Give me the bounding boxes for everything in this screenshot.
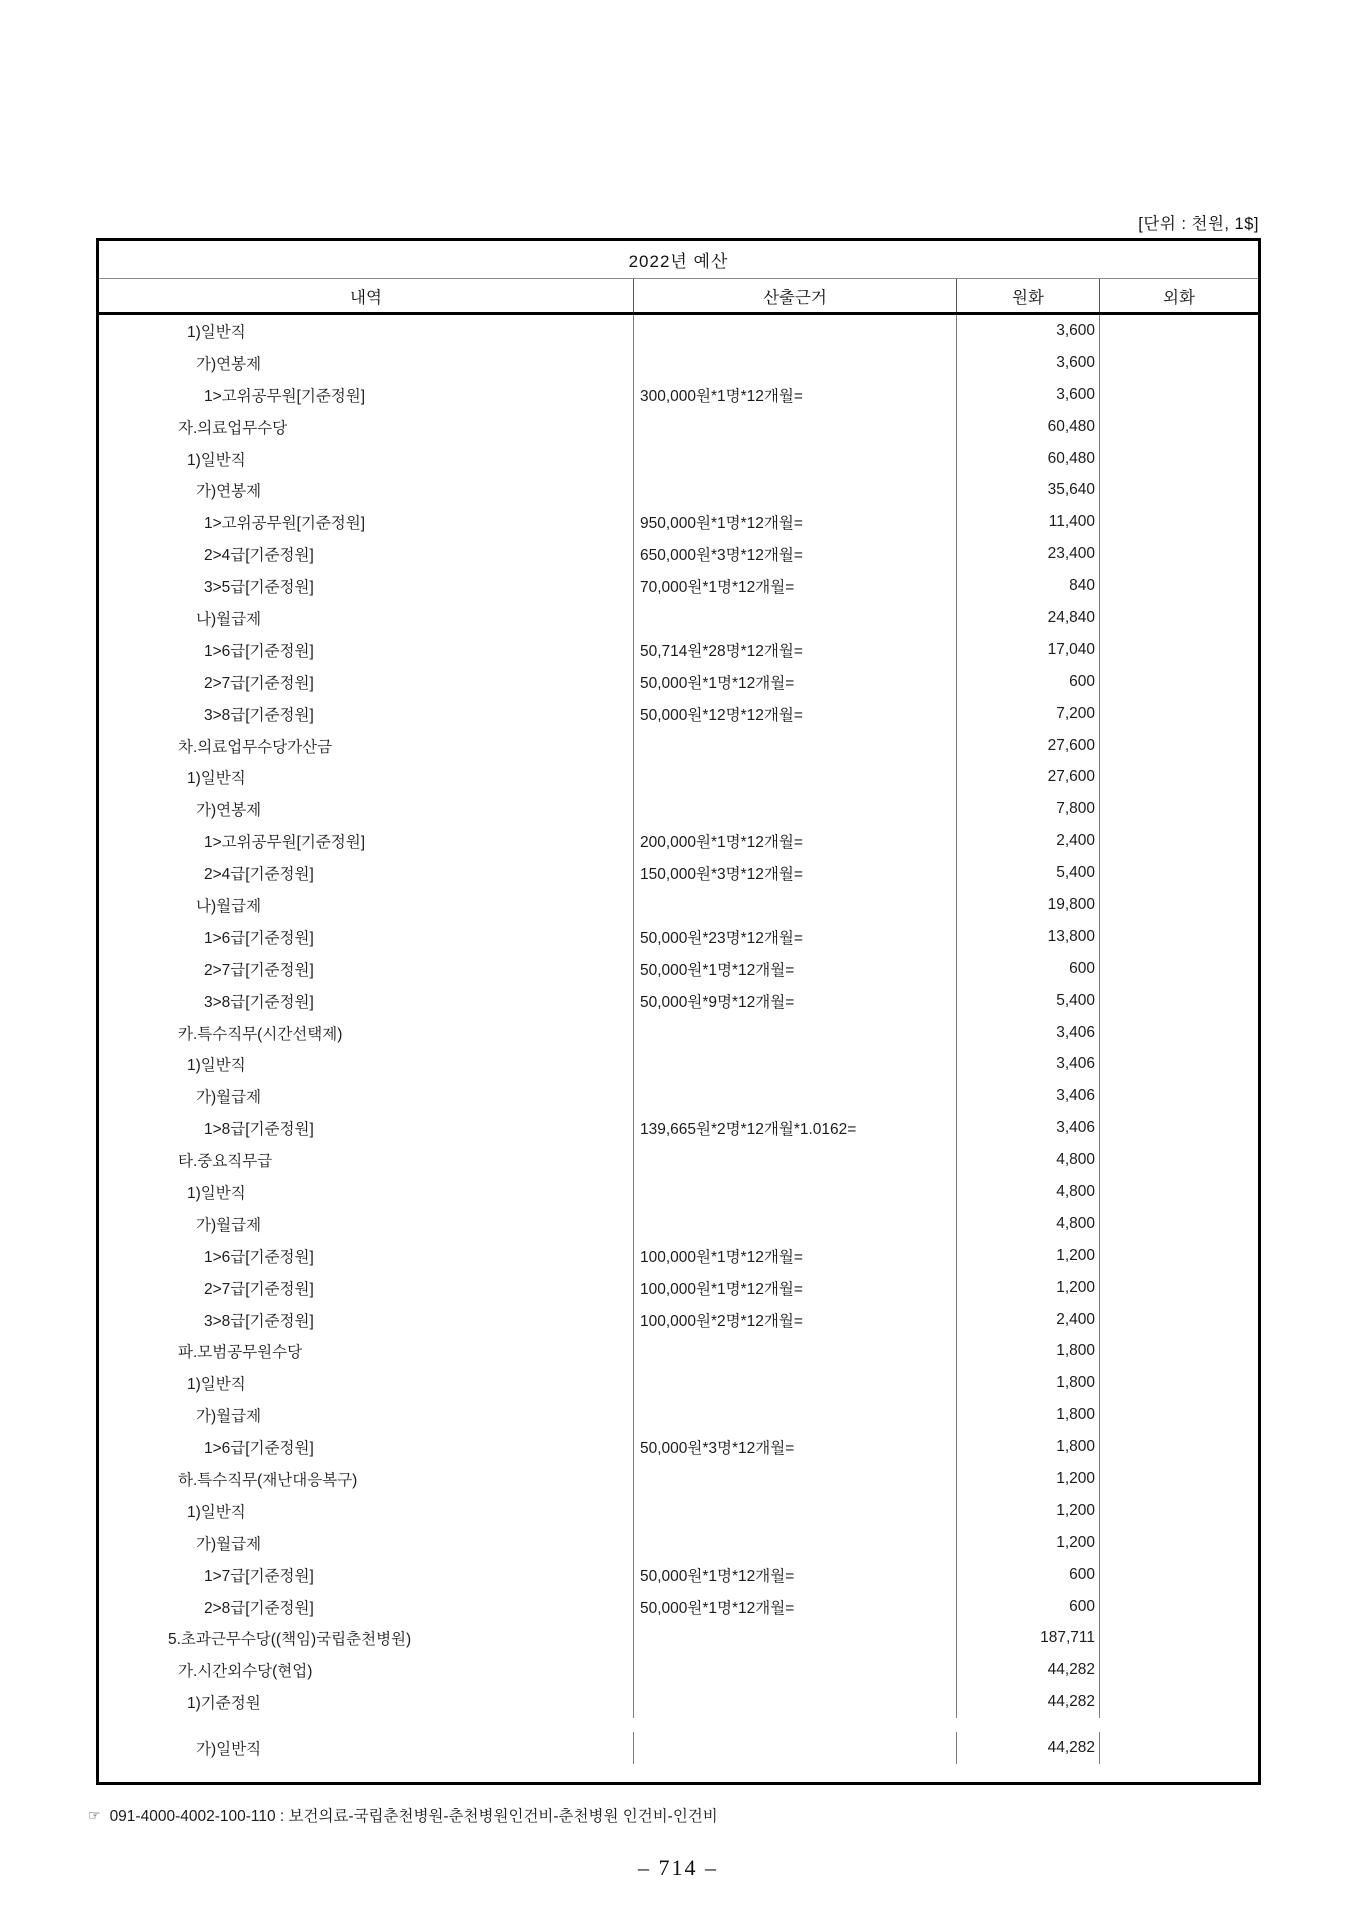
row-item-label: 나)월급제 <box>99 602 634 634</box>
row-foreign-amount <box>1100 411 1258 443</box>
row-foreign-amount <box>1100 1431 1258 1463</box>
row-foreign-amount <box>1100 634 1258 666</box>
row-foreign-amount <box>1100 1367 1258 1399</box>
row-calculation-basis: 50,714원*28명*12개월= <box>634 634 957 666</box>
table-row <box>99 1431 1258 1463</box>
row-krw-amount: 3,600 <box>957 379 1100 411</box>
table-row <box>99 1463 1258 1495</box>
row-calculation-basis <box>634 1463 957 1495</box>
row-calculation-basis: 50,000원*12명*12개월= <box>634 698 957 730</box>
row-krw-amount: 27,600 <box>957 761 1100 793</box>
row-foreign-amount <box>1100 1048 1258 1080</box>
row-calculation-basis <box>634 1623 957 1655</box>
row-foreign-amount <box>1100 666 1258 698</box>
row-foreign-amount <box>1100 1176 1258 1208</box>
row-foreign-amount <box>1100 1732 1258 1764</box>
row-item-label: 3>8급[기준정원] <box>99 985 634 1017</box>
row-calculation-basis: 100,000원*1명*12개월= <box>634 1240 957 1272</box>
row-calculation-basis <box>634 1527 957 1559</box>
row-item-label: 가)일반직 <box>99 1732 634 1764</box>
row-item-label: 2>4급[기준정원] <box>99 538 634 570</box>
row-foreign-amount <box>1100 1686 1258 1718</box>
table-row <box>99 1623 1258 1655</box>
row-foreign-amount <box>1100 1527 1258 1559</box>
table-row <box>99 921 1258 953</box>
row-item-label: 3>8급[기준정원] <box>99 698 634 730</box>
row-foreign-amount <box>1100 1144 1258 1176</box>
row-item-label: 가)연봉제 <box>99 474 634 506</box>
table-row <box>99 1367 1258 1399</box>
table-row <box>99 1208 1258 1240</box>
row-item-label: 카.특수직무(시간선택제) <box>99 1017 634 1049</box>
table-row <box>99 793 1258 825</box>
table-row <box>99 761 1258 793</box>
row-item-label: 가)월급제 <box>99 1208 634 1240</box>
table-row <box>99 474 1258 506</box>
row-calculation-basis: 650,000원*3명*12개월= <box>634 538 957 570</box>
table-row <box>99 825 1258 857</box>
row-foreign-amount <box>1100 698 1258 730</box>
row-krw-amount: 1,200 <box>957 1495 1100 1527</box>
row-foreign-amount <box>1100 570 1258 602</box>
row-foreign-amount <box>1100 1559 1258 1591</box>
pointing-hand-icon: ☞ <box>88 1806 101 1823</box>
row-item-label: 1>8급[기준정원] <box>99 1112 634 1144</box>
row-calculation-basis: 50,000원*1명*12개월= <box>634 953 957 985</box>
table-row <box>99 506 1258 538</box>
row-krw-amount: 11,400 <box>957 506 1100 538</box>
row-item-label: 2>7급[기준정원] <box>99 666 634 698</box>
table-row <box>99 411 1258 443</box>
table-body <box>99 315 1258 1782</box>
row-krw-amount: 35,640 <box>957 474 1100 506</box>
row-krw-amount: 1,200 <box>957 1240 1100 1272</box>
row-krw-amount: 3,406 <box>957 1080 1100 1112</box>
table-row <box>99 1176 1258 1208</box>
row-item-label: 타.중요직무급 <box>99 1144 634 1176</box>
row-krw-amount: 2,400 <box>957 1304 1100 1336</box>
row-foreign-amount <box>1100 1017 1258 1049</box>
row-calculation-basis <box>634 730 957 762</box>
row-calculation-basis: 50,000원*1명*12개월= <box>634 1559 957 1591</box>
row-item-label: 2>7급[기준정원] <box>99 1272 634 1304</box>
row-krw-amount: 1,200 <box>957 1463 1100 1495</box>
row-item-label: 1)일반직 <box>99 1367 634 1399</box>
row-foreign-amount <box>1100 953 1258 985</box>
table-row <box>99 953 1258 985</box>
row-krw-amount: 4,800 <box>957 1176 1100 1208</box>
row-calculation-basis <box>634 1048 957 1080</box>
row-krw-amount: 3,406 <box>957 1112 1100 1144</box>
table-header-row <box>99 279 1258 315</box>
row-krw-amount: 2,400 <box>957 825 1100 857</box>
table-row <box>99 347 1258 379</box>
row-calculation-basis <box>634 1654 957 1686</box>
row-item-label: 1>6급[기준정원] <box>99 921 634 953</box>
row-foreign-amount <box>1100 1336 1258 1368</box>
row-calculation-basis <box>634 315 957 347</box>
row-calculation-basis <box>634 889 957 921</box>
row-item-label: 가)월급제 <box>99 1399 634 1431</box>
row-foreign-amount <box>1100 506 1258 538</box>
row-item-label: 자.의료업무수당 <box>99 411 634 443</box>
row-calculation-basis: 70,000원*1명*12개월= <box>634 570 957 602</box>
row-foreign-amount <box>1100 443 1258 475</box>
table-row <box>99 857 1258 889</box>
table-row <box>99 443 1258 475</box>
row-krw-amount: 187,711 <box>957 1623 1100 1655</box>
row-calculation-basis: 50,000원*23명*12개월= <box>634 921 957 953</box>
table-row <box>99 602 1258 634</box>
row-calculation-basis <box>634 1495 957 1527</box>
row-foreign-amount <box>1100 889 1258 921</box>
row-krw-amount: 1,800 <box>957 1431 1100 1463</box>
row-item-label: 1)기준정원 <box>99 1686 634 1718</box>
row-krw-amount: 840 <box>957 570 1100 602</box>
budget-table <box>96 238 1261 1785</box>
row-calculation-basis <box>634 1017 957 1049</box>
row-item-label: 2>7급[기준정원] <box>99 953 634 985</box>
table-row <box>99 730 1258 762</box>
table-row <box>99 889 1258 921</box>
row-krw-amount: 19,800 <box>957 889 1100 921</box>
row-foreign-amount <box>1100 1240 1258 1272</box>
row-item-label: 1)일반직 <box>99 315 634 347</box>
row-krw-amount: 600 <box>957 1559 1100 1591</box>
row-calculation-basis: 50,000원*9명*12개월= <box>634 985 957 1017</box>
table-row <box>99 1399 1258 1431</box>
table-title: 2022년 예산 <box>99 241 1258 279</box>
row-foreign-amount <box>1100 921 1258 953</box>
row-item-label: 2>8급[기준정원] <box>99 1591 634 1623</box>
row-item-label: 5.초과근무수당((책임)국립춘천병원) <box>99 1623 634 1655</box>
row-calculation-basis <box>634 1144 957 1176</box>
row-item-label: 1)일반직 <box>99 761 634 793</box>
unit-note: [단위 : 천원, 1$] <box>1138 215 1259 233</box>
row-item-label: 하.특수직무(재난대응복구) <box>99 1463 634 1495</box>
row-foreign-amount <box>1100 1623 1258 1655</box>
row-krw-amount: 1,800 <box>957 1399 1100 1431</box>
row-calculation-basis <box>634 474 957 506</box>
row-foreign-amount <box>1100 1463 1258 1495</box>
row-item-label: 1)일반직 <box>99 443 634 475</box>
table-row <box>99 1527 1258 1559</box>
row-item-label: 1>6급[기준정원] <box>99 634 634 666</box>
row-krw-amount: 1,800 <box>957 1336 1100 1368</box>
row-foreign-amount <box>1100 602 1258 634</box>
row-calculation-basis: 300,000원*1명*12개월= <box>634 379 957 411</box>
row-calculation-basis <box>634 602 957 634</box>
row-item-label: 1)일반직 <box>99 1495 634 1527</box>
row-krw-amount: 24,840 <box>957 602 1100 634</box>
row-item-label: 가)연봉제 <box>99 793 634 825</box>
row-krw-amount: 1,200 <box>957 1272 1100 1304</box>
row-foreign-amount <box>1100 857 1258 889</box>
table-row <box>99 1591 1258 1623</box>
row-foreign-amount <box>1100 1080 1258 1112</box>
column-header-detail: 내역 <box>99 279 634 312</box>
row-item-label: 가)월급제 <box>99 1527 634 1559</box>
table-row <box>99 1080 1258 1112</box>
column-header-foreign-currency: 외화 <box>1163 288 1195 307</box>
row-calculation-basis <box>634 1399 957 1431</box>
row-calculation-basis: 50,000원*1명*12개월= <box>634 1591 957 1623</box>
table-row <box>99 1732 1258 1764</box>
row-foreign-amount <box>1100 761 1258 793</box>
row-calculation-basis: 950,000원*1명*12개월= <box>634 506 957 538</box>
footnote-text: 091-4000-4002-100-110 : 보건의료-국립춘천병원-춘천병원인건비-춘천병원 인건비-인건비 <box>109 1808 718 1825</box>
row-krw-amount: 13,800 <box>957 921 1100 953</box>
row-calculation-basis <box>634 761 957 793</box>
table-row <box>99 1048 1258 1080</box>
row-calculation-basis: 139,665원*2명*12개월*1.0162= <box>634 1112 957 1144</box>
row-foreign-amount <box>1100 538 1258 570</box>
row-item-label: 1>고위공무원[기준정원] <box>99 825 634 857</box>
table-row <box>99 1686 1258 1718</box>
table-row <box>99 1240 1258 1272</box>
row-foreign-amount <box>1100 1304 1258 1336</box>
row-calculation-basis: 100,000원*2명*12개월= <box>634 1304 957 1336</box>
row-krw-amount: 60,480 <box>957 443 1100 475</box>
row-item-label: 파.모범공무원수당 <box>99 1336 634 1368</box>
row-calculation-basis <box>634 1686 957 1718</box>
table-row <box>99 698 1258 730</box>
row-krw-amount: 44,282 <box>957 1732 1100 1764</box>
row-krw-amount: 3,600 <box>957 347 1100 379</box>
row-item-label: 1>고위공무원[기준정원] <box>99 506 634 538</box>
row-foreign-amount <box>1100 474 1258 506</box>
table-row <box>99 538 1258 570</box>
row-item-label: 차.의료업무수당가산금 <box>99 730 634 762</box>
table-row <box>99 315 1258 347</box>
footnote <box>88 1804 718 1826</box>
row-calculation-basis <box>634 1080 957 1112</box>
row-krw-amount: 5,400 <box>957 857 1100 889</box>
row-krw-amount: 3,406 <box>957 1048 1100 1080</box>
row-item-label: 가.시간외수당(현업) <box>99 1654 634 1686</box>
table-row <box>99 1017 1258 1049</box>
table-row <box>99 1336 1258 1368</box>
row-krw-amount: 1,800 <box>957 1367 1100 1399</box>
row-krw-amount: 3,406 <box>957 1017 1100 1049</box>
row-calculation-basis <box>634 793 957 825</box>
row-foreign-amount <box>1100 315 1258 347</box>
table-row <box>99 666 1258 698</box>
row-foreign-amount <box>1100 985 1258 1017</box>
table-row <box>99 570 1258 602</box>
table-row <box>99 1559 1258 1591</box>
row-item-label: 3>8급[기준정원] <box>99 1304 634 1336</box>
row-krw-amount: 7,200 <box>957 698 1100 730</box>
page-number: – 714 – <box>638 1855 718 1880</box>
row-krw-amount: 600 <box>957 1591 1100 1623</box>
row-calculation-basis <box>634 443 957 475</box>
column-header-krw: 원화 <box>957 279 1100 312</box>
table-row <box>99 1304 1258 1336</box>
row-item-label: 가)월급제 <box>99 1080 634 1112</box>
row-calculation-basis <box>634 1208 957 1240</box>
table-row <box>99 1272 1258 1304</box>
row-foreign-amount <box>1100 1208 1258 1240</box>
table-row <box>99 1495 1258 1527</box>
row-calculation-basis <box>634 1367 957 1399</box>
row-krw-amount: 3,600 <box>957 315 1100 347</box>
row-calculation-basis <box>634 1732 957 1764</box>
row-krw-amount: 23,400 <box>957 538 1100 570</box>
table-row <box>99 379 1258 411</box>
row-item-label: 3>5급[기준정원] <box>99 570 634 602</box>
row-foreign-amount <box>1100 1272 1258 1304</box>
row-krw-amount: 7,800 <box>957 793 1100 825</box>
row-foreign-amount <box>1100 793 1258 825</box>
row-item-label: 2>4급[기준정원] <box>99 857 634 889</box>
row-foreign-amount <box>1100 1399 1258 1431</box>
row-krw-amount: 17,040 <box>957 634 1100 666</box>
table-row <box>99 985 1258 1017</box>
row-krw-amount: 60,480 <box>957 411 1100 443</box>
row-calculation-basis: 50,000원*3명*12개월= <box>634 1431 957 1463</box>
row-item-label: 1>고위공무원[기준정원] <box>99 379 634 411</box>
table-row <box>99 634 1258 666</box>
row-calculation-basis: 50,000원*1명*12개월= <box>634 666 957 698</box>
row-item-label: 나)월급제 <box>99 889 634 921</box>
row-krw-amount: 600 <box>957 953 1100 985</box>
row-item-label: 1)일반직 <box>99 1048 634 1080</box>
row-item-label: 1>6급[기준정원] <box>99 1240 634 1272</box>
row-krw-amount: 1,200 <box>957 1527 1100 1559</box>
table-row <box>99 1144 1258 1176</box>
row-foreign-amount <box>1100 1654 1258 1686</box>
table-row <box>99 1112 1258 1144</box>
row-krw-amount: 600 <box>957 666 1100 698</box>
row-foreign-amount <box>1100 1591 1258 1623</box>
row-calculation-basis: 200,000원*1명*12개월= <box>634 825 957 857</box>
row-calculation-basis <box>634 411 957 443</box>
row-foreign-amount <box>1100 379 1258 411</box>
row-calculation-basis: 150,000원*3명*12개월= <box>634 857 957 889</box>
row-calculation-basis <box>634 1336 957 1368</box>
row-krw-amount: 44,282 <box>957 1654 1100 1686</box>
row-item-label: 1>6급[기준정원] <box>99 1431 634 1463</box>
row-item-label: 1)일반직 <box>99 1176 634 1208</box>
row-foreign-amount <box>1100 825 1258 857</box>
row-foreign-amount <box>1100 1112 1258 1144</box>
row-calculation-basis: 100,000원*1명*12개월= <box>634 1272 957 1304</box>
row-krw-amount: 4,800 <box>957 1144 1100 1176</box>
row-calculation-basis <box>634 1176 957 1208</box>
row-foreign-amount <box>1100 347 1258 379</box>
row-item-label: 가)연봉제 <box>99 347 634 379</box>
row-krw-amount: 27,600 <box>957 730 1100 762</box>
table-row <box>99 1654 1258 1686</box>
row-foreign-amount <box>1100 730 1258 762</box>
column-header-calculation-basis: 산출근거 <box>634 279 957 312</box>
row-krw-amount: 4,800 <box>957 1208 1100 1240</box>
row-calculation-basis <box>634 347 957 379</box>
row-foreign-amount <box>1100 1495 1258 1527</box>
row-item-label: 1>7급[기준정원] <box>99 1559 634 1591</box>
row-krw-amount: 5,400 <box>957 985 1100 1017</box>
row-krw-amount: 44,282 <box>957 1686 1100 1718</box>
